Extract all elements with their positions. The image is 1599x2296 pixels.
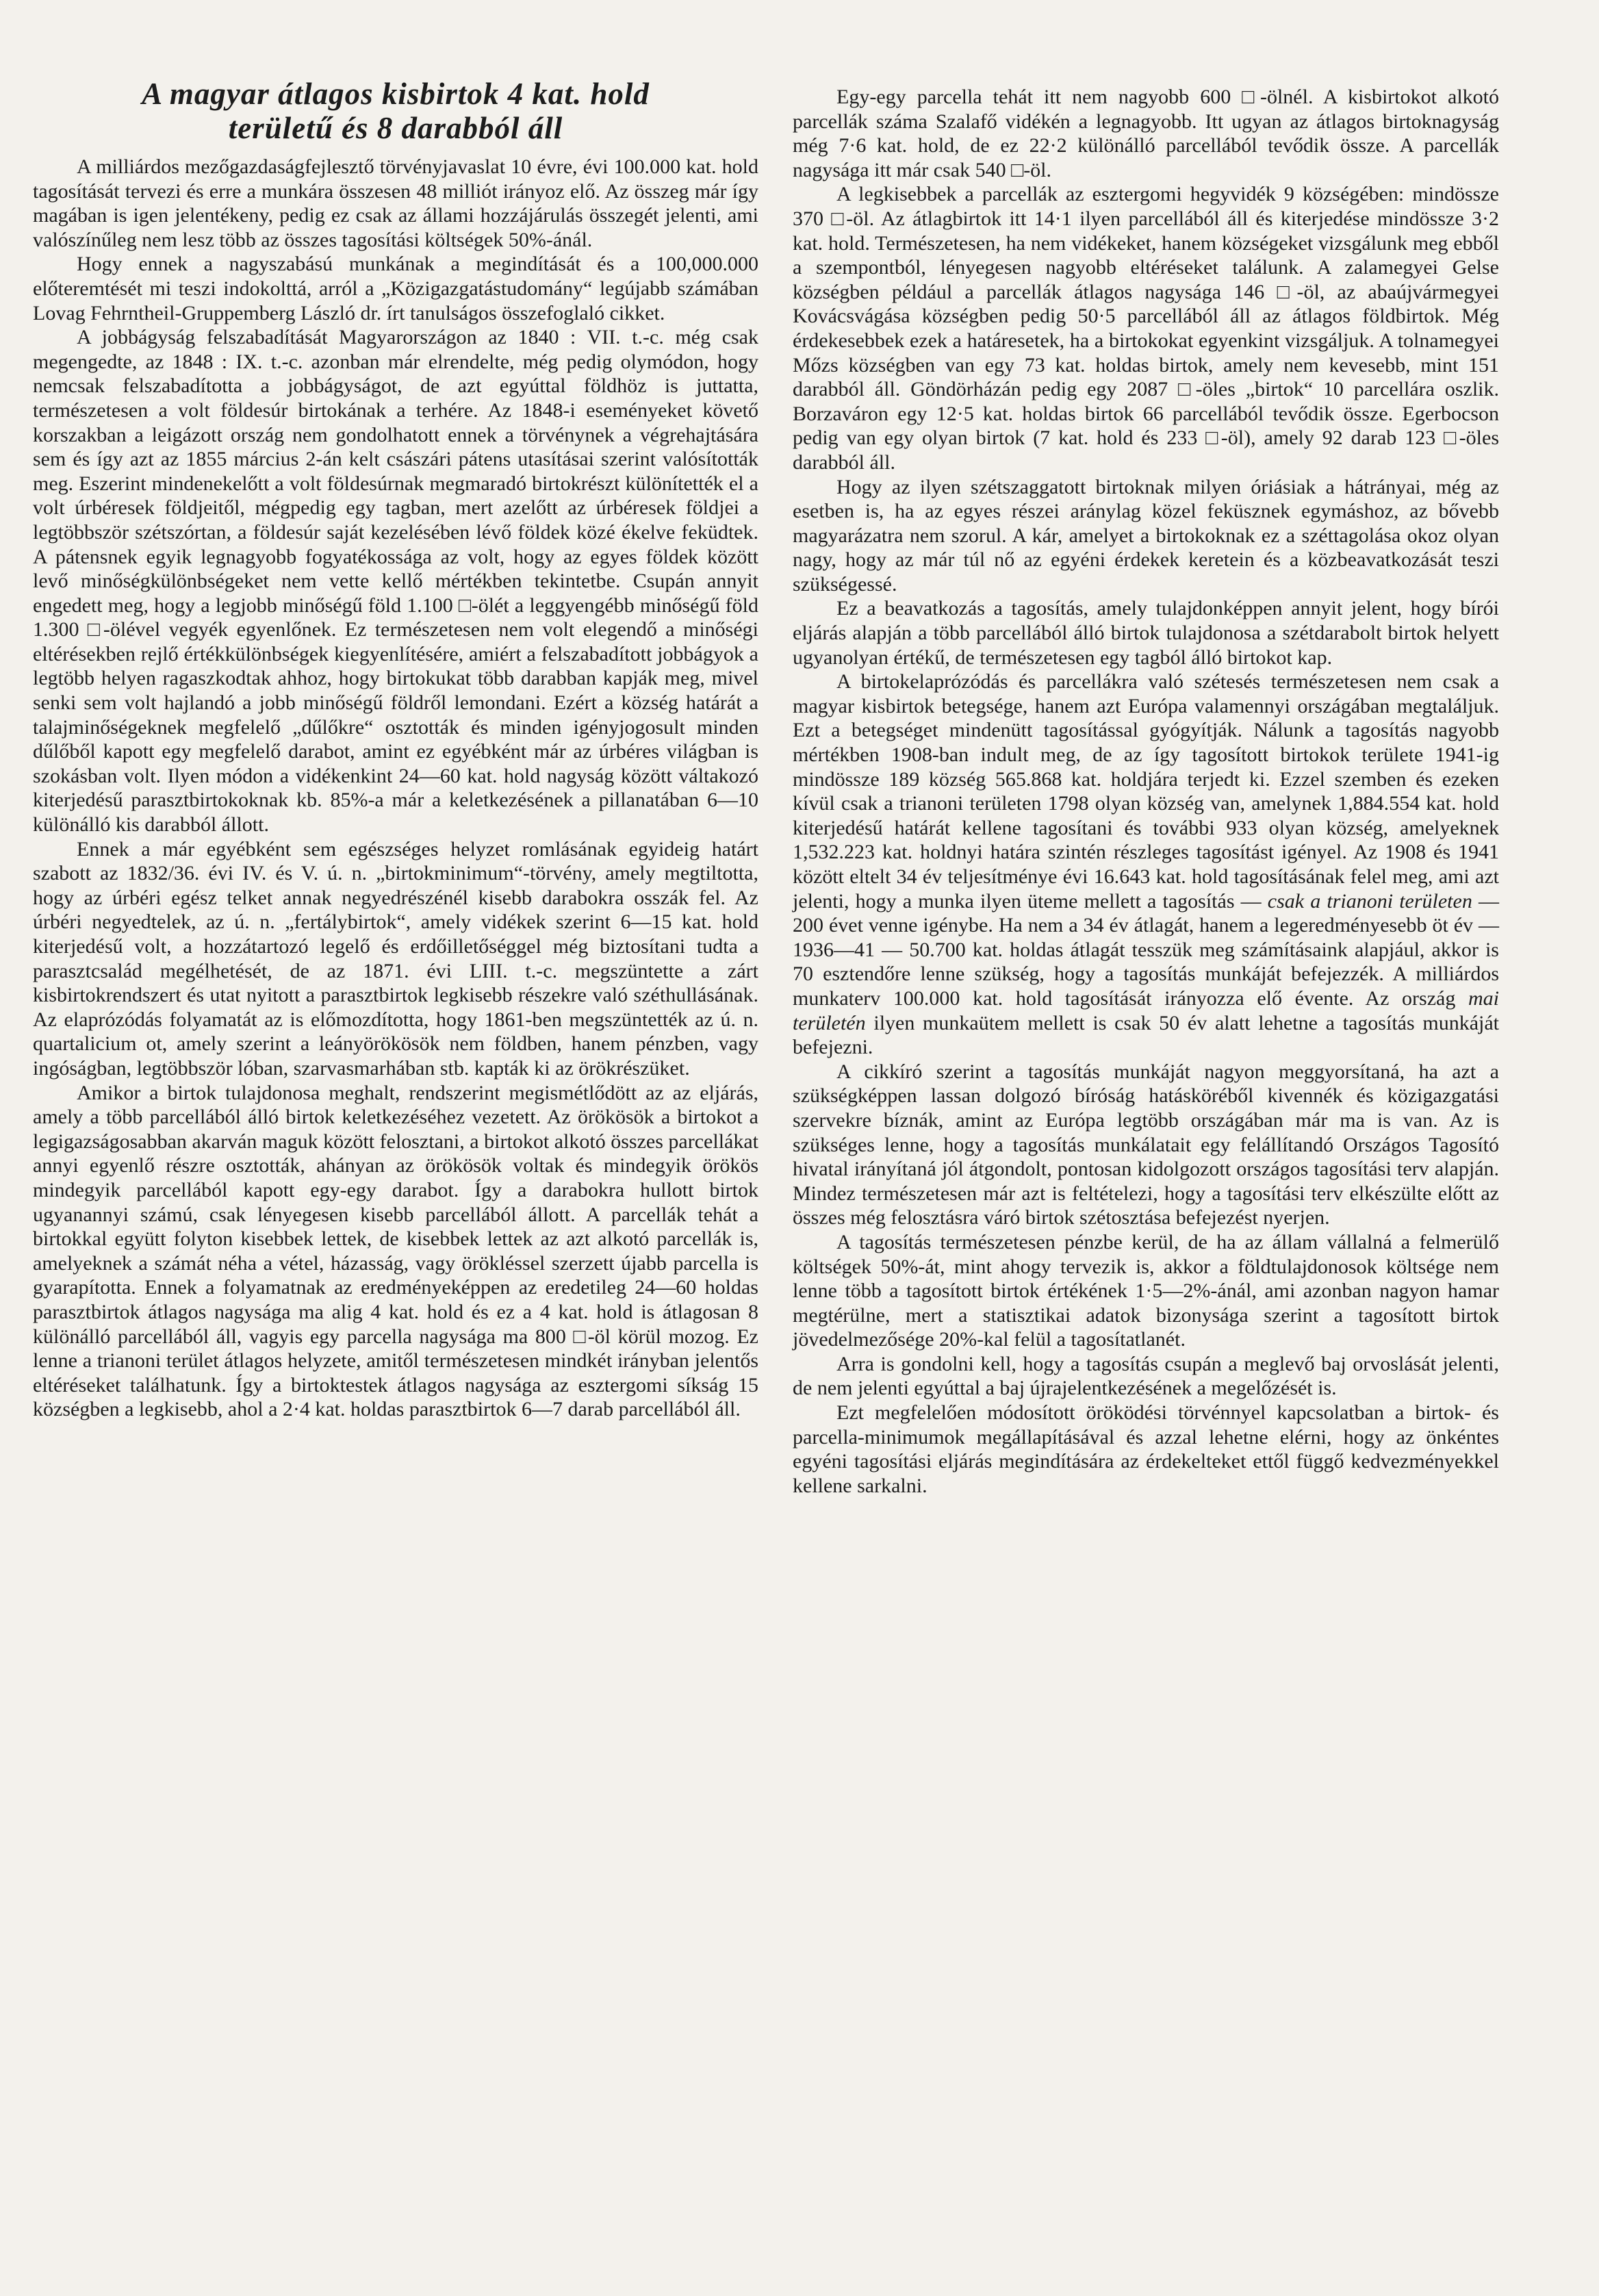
right-paragraph-3: Hogy az ilyen szétszaggatott birtoknak milyen óriásiak a hátrányai, még az esetben is, ha az egyes részei aránylag közel feküsznek egymáshoz, az bővebb magyarázatra nem szorul. A kár, amelyet a birtokoknak ez a széttagolása okoz olyan nagy, hogy az már túl nő az egyéni érdekek keretein és a közbeavatkozását teszi szükségessé. bbox=[793, 475, 1499, 596]
left-paragraph-5: Amikor a birtok tulajdonosa meghalt, rendszerint megismétlődött az az eljárás, amely a több parcellából álló birtok keletkezéséhez vezetett. Az örökösök a birtokot a legigazságosabban akarván maguk között felosztani, a birtokot alkotó összes parcellákat annyi egyenlő részre osztották, ahányan az örökösök voltak és mindegyik örökös mindegyik parcellából kapott egy-egy darabot. Így a darabokra hullott birtok ugyanannyi számú, csak lényegesen kisebb parcellából állott. A parcellák tehát a birtokkal együtt folyton kisebbek lettek, de kisebbek lettek az azt alkotó parcellák is, amelyeknek a számát néha a vétel, házasság, vagy örökléssel szerzett újabb parcella is gyarapította. Ennek a folyamatnak az eredményeképpen az eredetileg 24—60 holdas parasztbirtok átlagos nagysága ma alig 4 kat. hold és ez a 4 kat. hold is átlagosan 8 különálló parcellából áll, vagyis egy parcella nagysága ma 800 □-öl körül mozog. Ez lenne a trianoni terület átlagos helyzete, amitől természetesen mindkét irányban jelentős eltéréseket találhatunk. Így a birtoktestek átlagos nagysága az esztergomi síkság 15 községben a legkisebb, ahol a 2·4 kat. holdas parasztbirtok 6—7 darab parcellából áll. bbox=[33, 1081, 758, 1421]
right-paragraph-5-italic-1: csak a trianoni területen bbox=[1267, 889, 1472, 913]
right-paragraph-2: A legkisebbek a parcellák az esztergomi hegyvidék 9 községében: mindössze 370 □-öl. Az átlagbirtok itt 14·1 ilyen parcellából áll és kiterjedése mindössze 3·2 kat. hold. Természetesen, ha nem vidékeket, hanem községeket vizsgálunk meg ebből a szempontból, lényegesen nagyobb eltéréseket találunk. A zalamegyei Gelse községben például a parcellák átlagos nagysága 146 □-öl, az abaújvármegyei Kovácsvágása községben pedig 50·5 parcellából áll az átlagos földbirtok. Még érdekesebbek ezek a határesetek, ha a birtokokat egyenkint vizsgáljuk. A tolnamegyei Mőzs községben van egy 73 kat. holdas birtok, amely nem kevesebb, mint 151 darabból áll. Göndörházán pedig egy 2087 □-öles „birtok“ 10 parcellára oszlik. Borzaváron egy 12·5 kat. holdas birtok 66 parcellából tevődik össze. Egerbocson pedig van egy olyan birtok (7 kat. hold és 233 □-öl), amely 92 darab 123 □-öles darabból áll. bbox=[793, 183, 1499, 474]
right-paragraph-5-middle: — 200 évet venne igénybe. Ha nem a 34 év átlagát, hanem a legeredményesebb öt év — 1936—41 — 50.700 kat. holdas átlagát tesszük meg számításaink alapjául, akkor is 70 esztendőre lenne szükség, hogy a tagosítás munkáját befejezzék. A milliárdos munkaterv 100.000 kat. hold tagosítását irányozza elő évente. Az ország bbox=[793, 889, 1499, 1010]
right-paragraph-7: A tagosítás természetesen pénzbe kerül, de ha az állam vállalná a felmerülő költségek 50%-át, mint ahogy tervezik is, akkor a földtulajdonosok költsége nem lenne több a tagosított birtok értékének 1·5—2%-ánál, ami azonban nagyon hamar megtérülne, mert a statisztikai adatok bizonysága szerint a tagosított birtok jövedelmezősége 20%-kal felül a tagosítatlanét. bbox=[793, 1230, 1499, 1351]
right-paragraph-5-start: A birtokelaprózódás és parcellákra való szétesés természetesen nem csak a magyar kisbirtok betegsége, hanem azt Európa valamennyi országában megtaláljuk. Ezt a betegséget mindenütt tagosítással gyógyítják. Nálunk a tagosítás nagyobb mértékben 1908-ban indult meg, de az így tagosított birtokok területe 1941-ig mindössze 189 község 565.868 kat. holdjára terjedt ki. Ezzel szemben és ezeken kívül csak a trianoni területen 1798 olyan község van, amelynek 1,884.554 kat. hold kiterjedésű határát kellene tagosítani és további 933 olyan község, amelyeknek 1,532.223 kat. holdnyi határa szintén részleges tagosítást igényel. Az 1908 és 1941 között eltelt 34 év teljesítménye évi 16.643 kat. hold tagosításának felel meg, ami azt jelenti, hogy a munka ilyen üteme mellett a tagosítás — bbox=[793, 670, 1499, 913]
right-paragraph-1: Egy-egy parcella tehát itt nem nagyobb 600 □-ölnél. A kisbirtokot alkotó parcellák száma Szalafő vidékén a legnagyobb. Itt ugyan az átlagos birtoknagyság még 7·6 kat. hold, de ez 22·2 különálló parcellából tevődik össze. A parcellák nagysága itt már csak 540 □-öl. bbox=[793, 86, 1499, 181]
title-line-2: területű és 8 darabból áll bbox=[228, 111, 563, 145]
title-line-1: A magyar átlagos kisbirtok 4 kat. hold bbox=[142, 77, 650, 111]
right-paragraph-4: Ez a beavatkozás a tagosítás, amely tulajdonképpen annyit jelent, hogy bírói eljárás alapján a több parcellából álló birtok tulajdonosa a szétdarabolt birtok helyett ugyanolyan értékű, de természetesen egy tagból álló birtokot kap. bbox=[793, 597, 1499, 669]
left-paragraph-4: Ennek a már egyébként sem egészséges helyzet romlásának egyideig határt szabott az 1832/36. évi IV. és V. ú. n. „birtokminimum“-törvény, amely megtiltotta, hogy az úrbéri egész telket annak negyedrészénél kisebb darabokra osszák fel. Az úrbéri negyedtelek, az ú. n. „fertálybirtok“, amely vidékek szerint 6—15 kat. hold kiterjedésű volt, a hozzátartozó legelő és erdőilletőséggel még biztosítani tudta a parasztcsalád megélhetését, de az 1871. évi LIII. t.-c. megszüntette a zárt kisbirtokrendszert és utat nyitott a parasztbirtok legkisebb részekre való széthullásának. Az elaprózódás folyamatát az is előmozdította, hogy 1861-ben megszüntették az ú. n. quartalicium ot, amely szerint a leányörökösök nem földben, hanem pénzben, vagy ingóságban, legtöbbször lóban, szarvasmarhában stb. kapták ki az örökrészüket. bbox=[33, 837, 758, 1080]
left-column bbox=[33, 77, 758, 1422]
right-column bbox=[793, 85, 1499, 1498]
right-paragraph-8: Arra is gondolni kell, hogy a tagosítás csupán a meglevő baj orvoslását jelenti, de nem jelenti egyúttal a baj újrajelentkezésének a megelőzését is. bbox=[793, 1352, 1499, 1400]
right-paragraph-5 bbox=[793, 669, 1499, 1060]
left-paragraph-3: A jobbágyság felszabadítását Magyarországon az 1840 : VII. t.-c. még csak megengedte, az 1848 : IX. t.-c. azonban már elrendelte, még pedig olymódon, hogy nemcsak felszabadította a jobbágyságot, de azt egyúttal földhöz is juttatta, természetesen a volt földesúr birtokának a terhére. Az 1848-i eseményeket követő korszakban a leigázott ország nem gondolhatott ennek a törvénynek a végrehajtására sem és így azt az 1855 március 2-án kelt császári pátens utasításai szerint valósították meg. Eszerint mindenekelőtt a volt földesúrnak megmaradó birtokrészt különítették el a volt úrbéresek földjeitől, mégpedig egy tagban, mert azelőtt az úrbéresek földjei a legtöbbször szétszórtan, a földesúr saját kezelésében lévő földek közé ékelve feküdtek. A pátensnek egyik legnagyobb fogyatékossága az volt, hogy az egyes földek között levő minőségkülönbségeket nem vette kellő mértékben tekintetbe. Csupán annyit engedett meg, hogy a legjobb minőségű föld 1.100 □-ölét a leggyengébb minőségű föld 1.300 □-ölével vegyék egyenlőnek. Ez természetesen nem volt elegendő a minőségi eltérésekben rejlő értékkülönbségek kiegyenlítésére, amiért a felszabadított jobbágyok a legtöbb helyen ragaszkodtak ahhoz, hogy birtokukat több darabban kapják meg, mivel senki sem volt hajlandó a jobb minőségű földről lemondani. Ezért a község határát a talajminőségeknek megfelelő „dűlőkre“ osztották és minden igényjogosult minden dűlőből kapott egy megfelelő darabot, amint ez egyébként már az úrbéres világban is szokásban volt. Ilyen módon a vidékenkint 24—60 kat. hold nagyság között váltakozó kiterjedésű parasztbirtokoknak kb. 85%-a már a keletkezésének a pillanatában 6—10 különálló kis darabból állott. bbox=[33, 326, 758, 837]
right-paragraph-6: A cikkíró szerint a tagosítás munkáját nagyon meggyorsítaná, ha azt a szükségképpen lassan dolgozó bíróság hatásköréből kivennék és közigazgatási szervekre bíznák, amint az Európa legtöbb országában már ma is van. Az is szükséges lenne, hogy a tagosítás munkálatait egy felállítandó Országos Tagosító hivatal irányítaná jól átgondolt, pontosan kidolgozott országos tagosítási terv alapján. Mindez természetesen már azt is feltételezi, hogy a tagosítási terv elkészülte előtt az összes még felosztásra váró birtok szétosztása befejezést nyerjen. bbox=[793, 1060, 1499, 1229]
left-paragraph-2: Hogy ennek a nagyszabású munkának a megindítását és a 100,000.000 előteremtését mi teszi indokolttá, arról a „Közigazgatástudomány“ legújabb számában Lovag Fehrntheil-Gruppemberg László dr. írt tanulságos összefoglaló cikket. bbox=[33, 253, 758, 324]
left-paragraph-1: A milliárdos mezőgazdaságfejlesztő törvényjavaslat 10 évre, évi 100.000 kat. hold tagosítását tervezi és erre a munkára összesen 48 milliót irányoz elő. Az összeg már így magában is igen jelentékeny, pedig ez csak az állami hozzájárulás összegét jelenti, ami valószínűleg nem lesz több az összes tagosítási költségek 50%-ánál. bbox=[33, 155, 758, 251]
right-paragraph-5-end: ilyen munkaütem mellett is csak 50 év alatt lehetne a tagosítás munkáját befejezni. bbox=[793, 1011, 1499, 1059]
right-paragraph-5-italic-2: mai területén bbox=[793, 986, 1499, 1034]
right-paragraph-9: Ezt megfelelően módosított öröködési törvénnyel kapcsolatban a birtok- és parcella-minimumok megállapításával és azzal lehetne elérni, hogy az önkéntes egyéni tagosítási eljárás megindítására az érdekelteket ettől függő kedvezményekkel kellene sarkalni. bbox=[793, 1401, 1499, 1497]
article-title bbox=[33, 77, 758, 145]
